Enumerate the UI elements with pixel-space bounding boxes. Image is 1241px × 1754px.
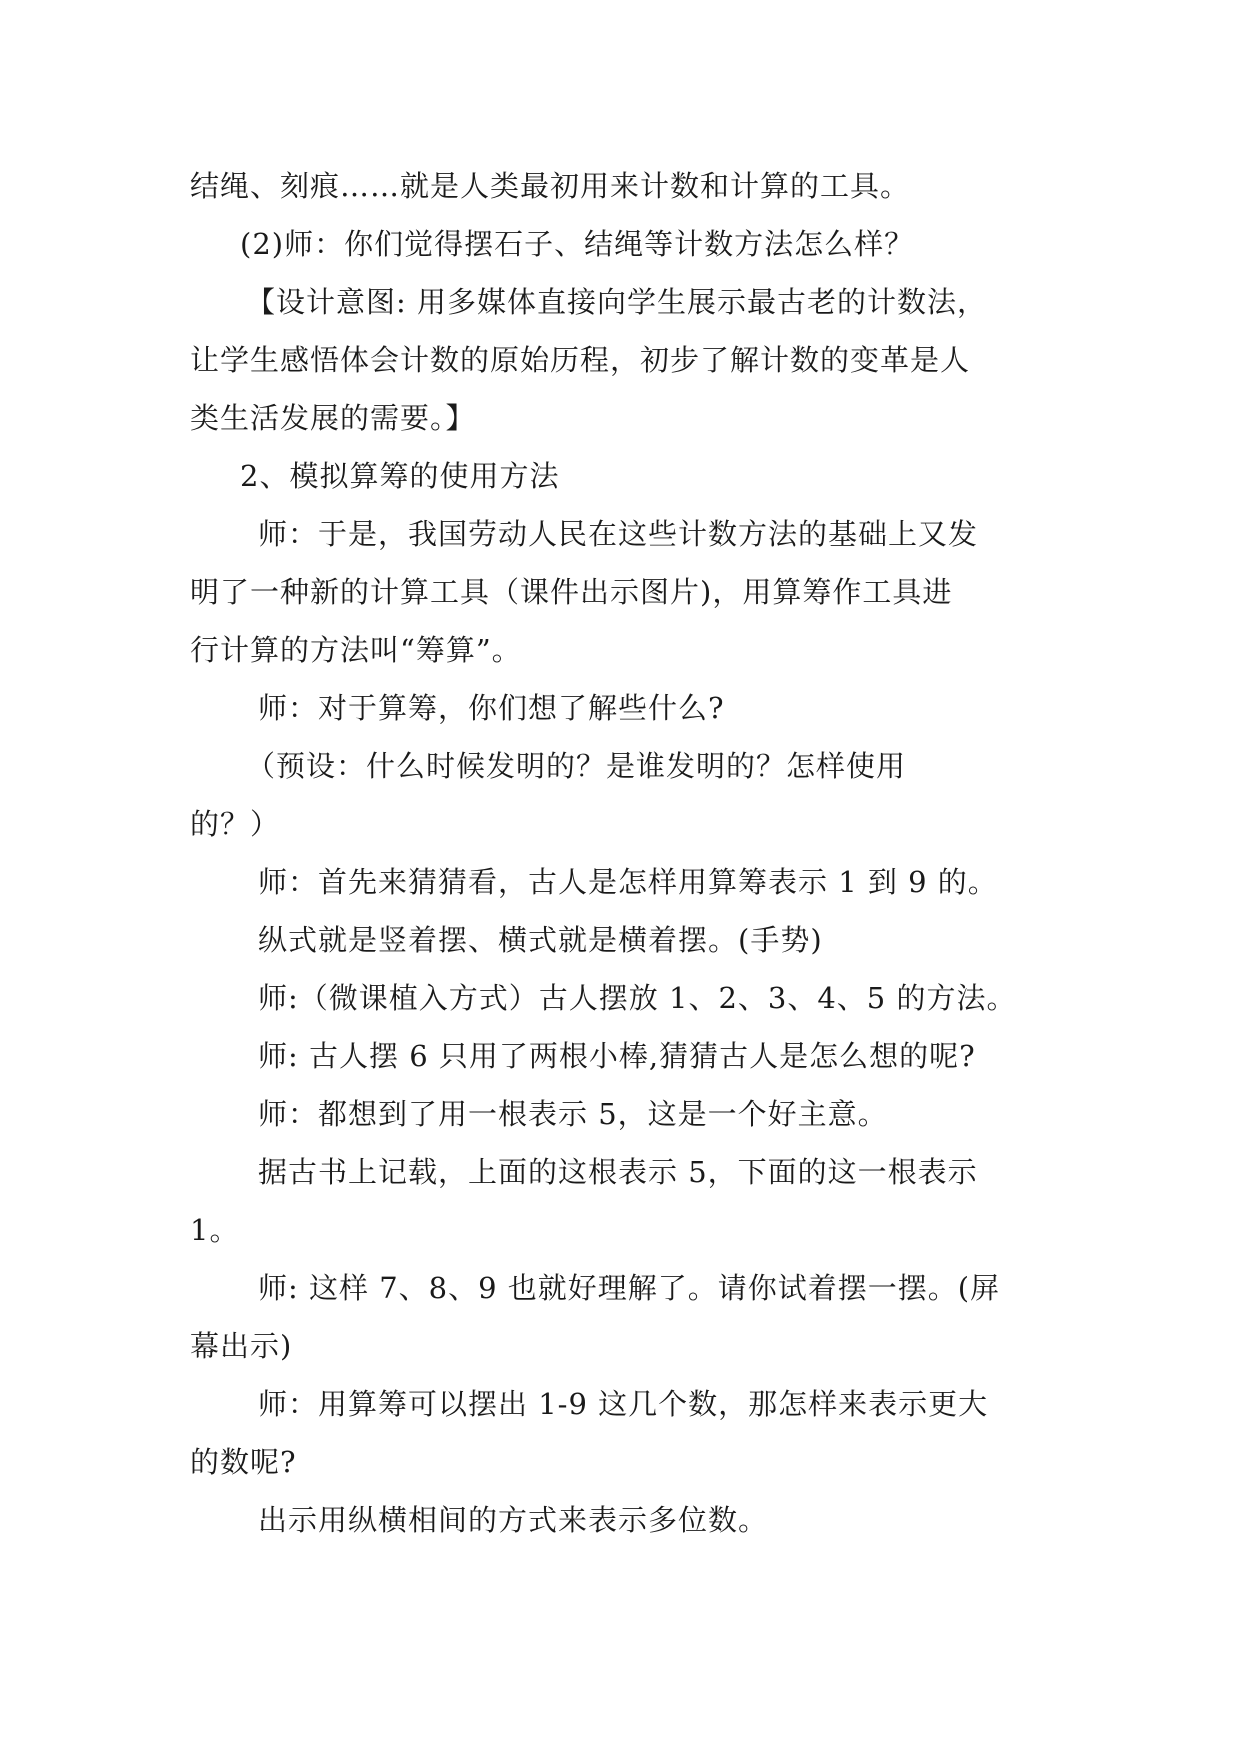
text-line: 师:（微课植入方式）古人摆放 1、2、3、4、5 的方法。: [258, 981, 1017, 1015]
text-line: 明了一种新的计算工具（课件出示图片)，用算筹作工具进: [190, 575, 953, 609]
text-line: 类生活发展的需要。】: [190, 401, 476, 435]
text-line: 出示用纵横相间的方式来表示多位数。: [258, 1503, 769, 1537]
text-line: 的？）: [190, 807, 281, 841]
text-line: 师: 古人摆 6 只用了两根小棒,猜猜古人是怎么想的呢?: [258, 1039, 976, 1073]
text-line: (2)师：你们觉得摆石子、结绳等计数方法怎么样？: [240, 227, 915, 261]
text-line: 幕出示): [190, 1329, 293, 1363]
text-line: 纵式就是竖着摆、横式就是横着摆。(手势): [258, 923, 823, 957]
section-heading: 2、模拟算筹的使用方法: [240, 459, 560, 493]
text-line: 师：首先来猜猜看，古人是怎样用算筹表示 1 到 9 的。: [258, 865, 998, 899]
text-line: 让学生感悟体会计数的原始历程，初步了解计数的变革是人: [190, 343, 971, 377]
text-line: 1。: [190, 1213, 240, 1247]
text-line: 的数呢?: [190, 1445, 297, 1479]
text-line: 师：对于算筹，你们想了解些什么?: [258, 691, 725, 725]
text-line: 师: 这样 7、8、9 也就好理解了。请你试着摆一摆。(屏: [258, 1271, 1001, 1305]
text-line: 结绳、刻痕……就是人类最初用来计数和计算的工具。: [190, 169, 911, 203]
text-line: （预设：什么时候发明的？是谁发明的？怎样使用: [246, 749, 907, 783]
text-line: 师：都想到了用一根表示 5，这是一个好主意。: [258, 1097, 888, 1131]
text-line: 师：用算筹可以摆出 1-9 这几个数，那怎样来表示更大: [258, 1387, 989, 1421]
text-line: 行计算的方法叫“筹算”。: [190, 633, 522, 667]
design-intent-line: 【设计意图: 用多媒体直接向学生展示最古老的计数法，: [246, 285, 987, 319]
text-line: 据古书上记载，上面的这根表示 5，下面的这一根表示: [258, 1155, 978, 1189]
text-line: 师：于是，我国劳动人民在这些计数方法的基础上又发: [258, 517, 979, 551]
